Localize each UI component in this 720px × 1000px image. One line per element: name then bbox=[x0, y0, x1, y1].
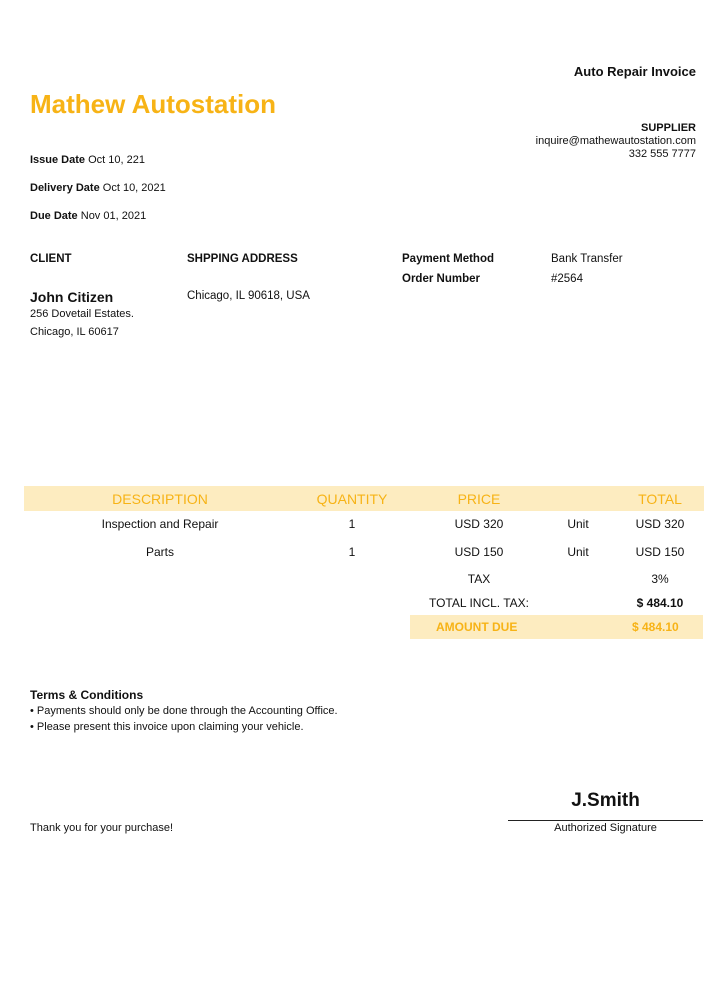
header-total: TOTAL bbox=[638, 491, 682, 507]
amount-due-label: AMOUNT DUE bbox=[436, 620, 518, 634]
tax-value: 3% bbox=[651, 572, 669, 586]
due-date-value: Nov 01, 2021 bbox=[80, 210, 147, 222]
supplier-phone: 332 555 7777 bbox=[628, 148, 696, 160]
row-unit: Unit bbox=[567, 545, 589, 559]
delivery-date bbox=[30, 182, 166, 194]
terms-item: • Please present this invoice upon claiming your vehicle. bbox=[30, 721, 304, 733]
payment-method-value: Bank Transfer bbox=[551, 253, 623, 265]
header-price: PRICE bbox=[457, 491, 501, 507]
row-unit: Unit bbox=[567, 517, 589, 531]
amount-due-value: $ 484.10 bbox=[632, 620, 679, 634]
tax-label: TAX bbox=[467, 572, 491, 586]
row-quantity: 1 bbox=[348, 517, 356, 531]
row-description: Parts bbox=[145, 545, 174, 559]
client-name: John Citizen bbox=[30, 289, 114, 305]
order-number-value: #2564 bbox=[551, 273, 583, 285]
company-name: Mathew Autostation bbox=[30, 89, 277, 119]
shipping-address: Chicago, IL 90618, USA bbox=[187, 290, 310, 302]
row-total: USD 150 bbox=[635, 545, 685, 559]
terms-title: Terms & Conditions bbox=[30, 688, 144, 702]
thank-you-note: Thank you for your purchase! bbox=[30, 822, 174, 834]
issue-date-value: Oct 10, 221 bbox=[88, 154, 145, 166]
table-row bbox=[24, 517, 704, 537]
client-heading: CLIENT bbox=[30, 253, 72, 265]
due-date-label: Due Date bbox=[30, 210, 78, 222]
signature-label: Authorized Signature bbox=[554, 822, 657, 834]
supplier-email: inquire@mathewautostation.com bbox=[535, 135, 696, 147]
payment-method-label: Payment Method bbox=[402, 253, 495, 265]
delivery-date-value: Oct 10, 2021 bbox=[102, 182, 166, 194]
row-description: Inspection and Repair bbox=[101, 517, 219, 531]
tax-row bbox=[24, 572, 704, 592]
row-price: USD 150 bbox=[454, 545, 504, 559]
table-row bbox=[24, 545, 704, 565]
items-table-header bbox=[24, 486, 704, 511]
due-date bbox=[30, 210, 146, 222]
row-price: USD 320 bbox=[454, 517, 504, 531]
signature-line bbox=[508, 820, 703, 821]
amount-due-bar bbox=[410, 615, 703, 639]
document-title: Auto Repair Invoice bbox=[573, 64, 696, 79]
row-total: USD 320 bbox=[635, 517, 685, 531]
total-incl-tax-value: $ 484.10 bbox=[636, 596, 684, 610]
header-description: DESCRIPTION bbox=[112, 491, 208, 507]
shipping-heading: SHPPING ADDRESS bbox=[187, 253, 298, 265]
delivery-date-label: Delivery Date bbox=[30, 182, 100, 194]
total-incl-tax-row bbox=[24, 596, 704, 616]
supplier-block bbox=[536, 122, 696, 161]
client-address-line2: Chicago, IL 60617 bbox=[30, 326, 119, 338]
supplier-label: SUPPLIER bbox=[640, 122, 696, 134]
issue-date bbox=[30, 154, 145, 166]
signature-name: J.Smith bbox=[571, 790, 640, 811]
client-address-line1: 256 Dovetail Estates. bbox=[30, 308, 134, 320]
total-incl-tax-label: TOTAL INCL. TAX: bbox=[428, 596, 530, 610]
row-quantity: 1 bbox=[348, 545, 356, 559]
terms-item: • Payments should only be done through the Accounting Office. bbox=[30, 705, 338, 717]
issue-date-label: Issue Date bbox=[30, 154, 86, 166]
header-quantity: QUANTITY bbox=[316, 491, 388, 507]
order-number-label: Order Number bbox=[402, 273, 480, 285]
